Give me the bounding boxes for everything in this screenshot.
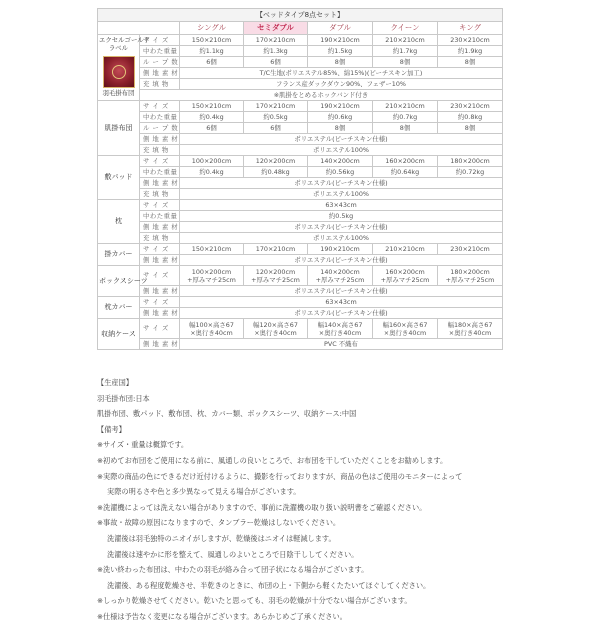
size-header-queen: クイーン	[373, 22, 438, 35]
note-line: ※洗濯機によっては洗えない場合がありますので、事前に洗濯機の取り扱い説明書をご確認ください。	[97, 502, 427, 512]
size-header-semidouble: セミダブル	[244, 22, 308, 35]
table-row: 側 地 素 材 PVC 不織布	[98, 339, 503, 350]
note-line: ※初めてお布団をご使用になる前に、風通しの良いところで、お布団を干していただくことをお勧めします。	[97, 455, 448, 465]
note-line: 洗濯後は速やかに形を整えて、風通しのよいところで日陰干ししてください。	[107, 549, 359, 559]
table-row: 中わた重量 約0.4kg 約0.5kg 約0.6kg 約0.7kg 約0.8kg	[98, 112, 503, 123]
table-row: 充 填 物 ポリエステル100%	[98, 145, 503, 156]
note-line: 【備考】	[97, 424, 126, 434]
table-row: 掛カバー サ イ ズ 150×210cm 170×210cm 190×210cm 210×210cm 230×210cm	[98, 244, 503, 255]
table-row: 側 地 素 材 ポリエステル(ピーチスキン仕様)	[98, 178, 503, 189]
size-header-double: ダブル	[308, 22, 373, 35]
table-row: ボックスシーツ サ イ ズ 100×200cm +厚みマチ25cm 120×200cm +厚みマチ25cm 140×200cm +厚みマチ25cm 160×200cm +厚みマチ25cm 180×200cm +厚みマチ25cm	[98, 266, 503, 286]
table-row: ※肌掛をとめるホックバンド付き	[98, 90, 503, 101]
table-row: 枕 サ イ ズ 63×43cm	[98, 200, 503, 211]
note-line: ※サイズ・重量は概算です。	[97, 440, 189, 450]
size-header-single: シングル	[180, 22, 244, 35]
note-line: ※実際の商品の色にできるだけ近付けるように、撮影を行っておりますが、商品の色はご使用のモニターによって	[97, 471, 463, 481]
table-row: 側 地 素 材 ポリエステル(ピーチスキン仕様)	[98, 255, 503, 266]
table-row: 側 地 素 材 ポリエステル(ピーチスキン仕様)	[98, 222, 503, 233]
note-line: ※事故・故障の原因になりますので、タンブラー乾燥はしないでください。	[97, 518, 341, 528]
table-row: 側 地 素 材 ポリエステル(ピーチスキン仕様)	[98, 308, 503, 319]
category-futon-cover: 掛カバー	[98, 244, 140, 266]
category-pillow-cover: 枕カバー	[98, 297, 140, 319]
category-box-sheet: ボックスシーツ	[98, 266, 140, 297]
note-line: ※洗い終わった布団は、中わたの羽毛が絡み合って団子状になる場合がございます。	[97, 565, 369, 575]
table-row: ル ー プ 数 6個 6個 8個 8個 8個	[98, 123, 503, 134]
note-line: 洗濯後は羽毛独特のニオイがしますが、乾燥後はニオイは軽減します。	[107, 533, 336, 543]
note-line: 洗濯後、ある程度乾燥させ、半乾きのときに、布団の上・下側から軽くたたいてほぐしてください。	[107, 580, 431, 590]
note-line: 肌掛布団、敷パッド、敷布団、枕、カバー類、ボックスシーツ、収納ケース:中国	[97, 409, 357, 419]
size-header-row	[98, 22, 503, 35]
table-row: 収納ケース サ イ ズ 幅100×高さ67 ×奥行き40cm 幅120×高さ67 ×奥行き40cm 幅140×高さ67 ×奥行き40cm 幅160×高さ67 ×奥行き40cm 幅180×高さ67 ×奥行き40cm	[98, 319, 503, 339]
table-row: 充 填 物 ポリエステル100%	[98, 189, 503, 200]
note-line: ※しっかり乾燥させてください。乾いたと思っても、羽毛の乾燥が十分でない場合がございます。	[97, 596, 412, 606]
table-row: 充 填 物 ポリエステル100%	[98, 233, 503, 244]
size-header-king: キング	[438, 22, 503, 35]
table-row: 中わた重量 約0.5kg	[98, 211, 503, 222]
table-row: 側 地 素 材 ポリエステル(ピーチスキン仕様)	[98, 134, 503, 145]
table-row: 側 地 素 材 T/C生地(ポリエステル85%、綿15%)(ピーチスキン加工)	[98, 68, 503, 79]
table-row: 肌掛布団 サ イ ズ 150×210cm 170×210cm 190×210cm 210×210cm 230×210cm	[98, 101, 503, 112]
notes-section	[97, 375, 537, 625]
table-row: 中わた重量 約0.4kg 約0.48kg 約0.56kg 約0.64kg 約0.72kg	[98, 167, 503, 178]
gold-label-emblem-icon	[103, 56, 135, 88]
table-row: 中わた重量 約1.1kg 約1.3kg 約1.5kg 約1.7kg 約1.9kg	[98, 46, 503, 57]
table-row: エクセルゴールド ラベル 羽毛掛布団 サ イ ズ 150×210cm 170×210cm 190×210cm 210×210cm 230×210cm	[98, 35, 503, 46]
category-down-futon: エクセルゴールド ラベル 羽毛掛布団	[98, 35, 140, 101]
note-line: 羽毛掛布団:日本	[97, 393, 150, 403]
table-row: 側 地 素 材 ポリエステル(ピーチスキン仕様)	[98, 286, 503, 297]
category-storage-case: 収納ケース	[98, 319, 140, 350]
category-pillow: 枕	[98, 200, 140, 244]
table-title-row	[98, 9, 503, 22]
note-line: ※仕様は予告なく変更になる場合がございます。あらかじめご了承ください。	[97, 611, 347, 621]
category-bed-pad: 敷パッド	[98, 156, 140, 200]
table-row: ル ー プ 数 6個 6個 8個 8個 8個	[98, 57, 503, 68]
table-row: 枕カバー サ イ ズ 63×43cm	[98, 297, 503, 308]
spec-table	[97, 8, 503, 350]
table-title: 【ベッドタイプ8点セット】	[98, 9, 503, 22]
spec-table-frame	[97, 8, 502, 350]
table-row: 充 填 物 フランス産ダックダウン90%、フェザー10%	[98, 79, 503, 90]
note-line: 実際の明るさや色と多少異なって見える場合がございます。	[107, 487, 301, 497]
note-line: 【生産国】	[97, 378, 133, 387]
table-row: 敷パッド サ イ ズ 100×200cm 120×200cm 140×200cm 160×200cm 180×200cm	[98, 156, 503, 167]
category-hada-futon: 肌掛布団	[98, 101, 140, 156]
